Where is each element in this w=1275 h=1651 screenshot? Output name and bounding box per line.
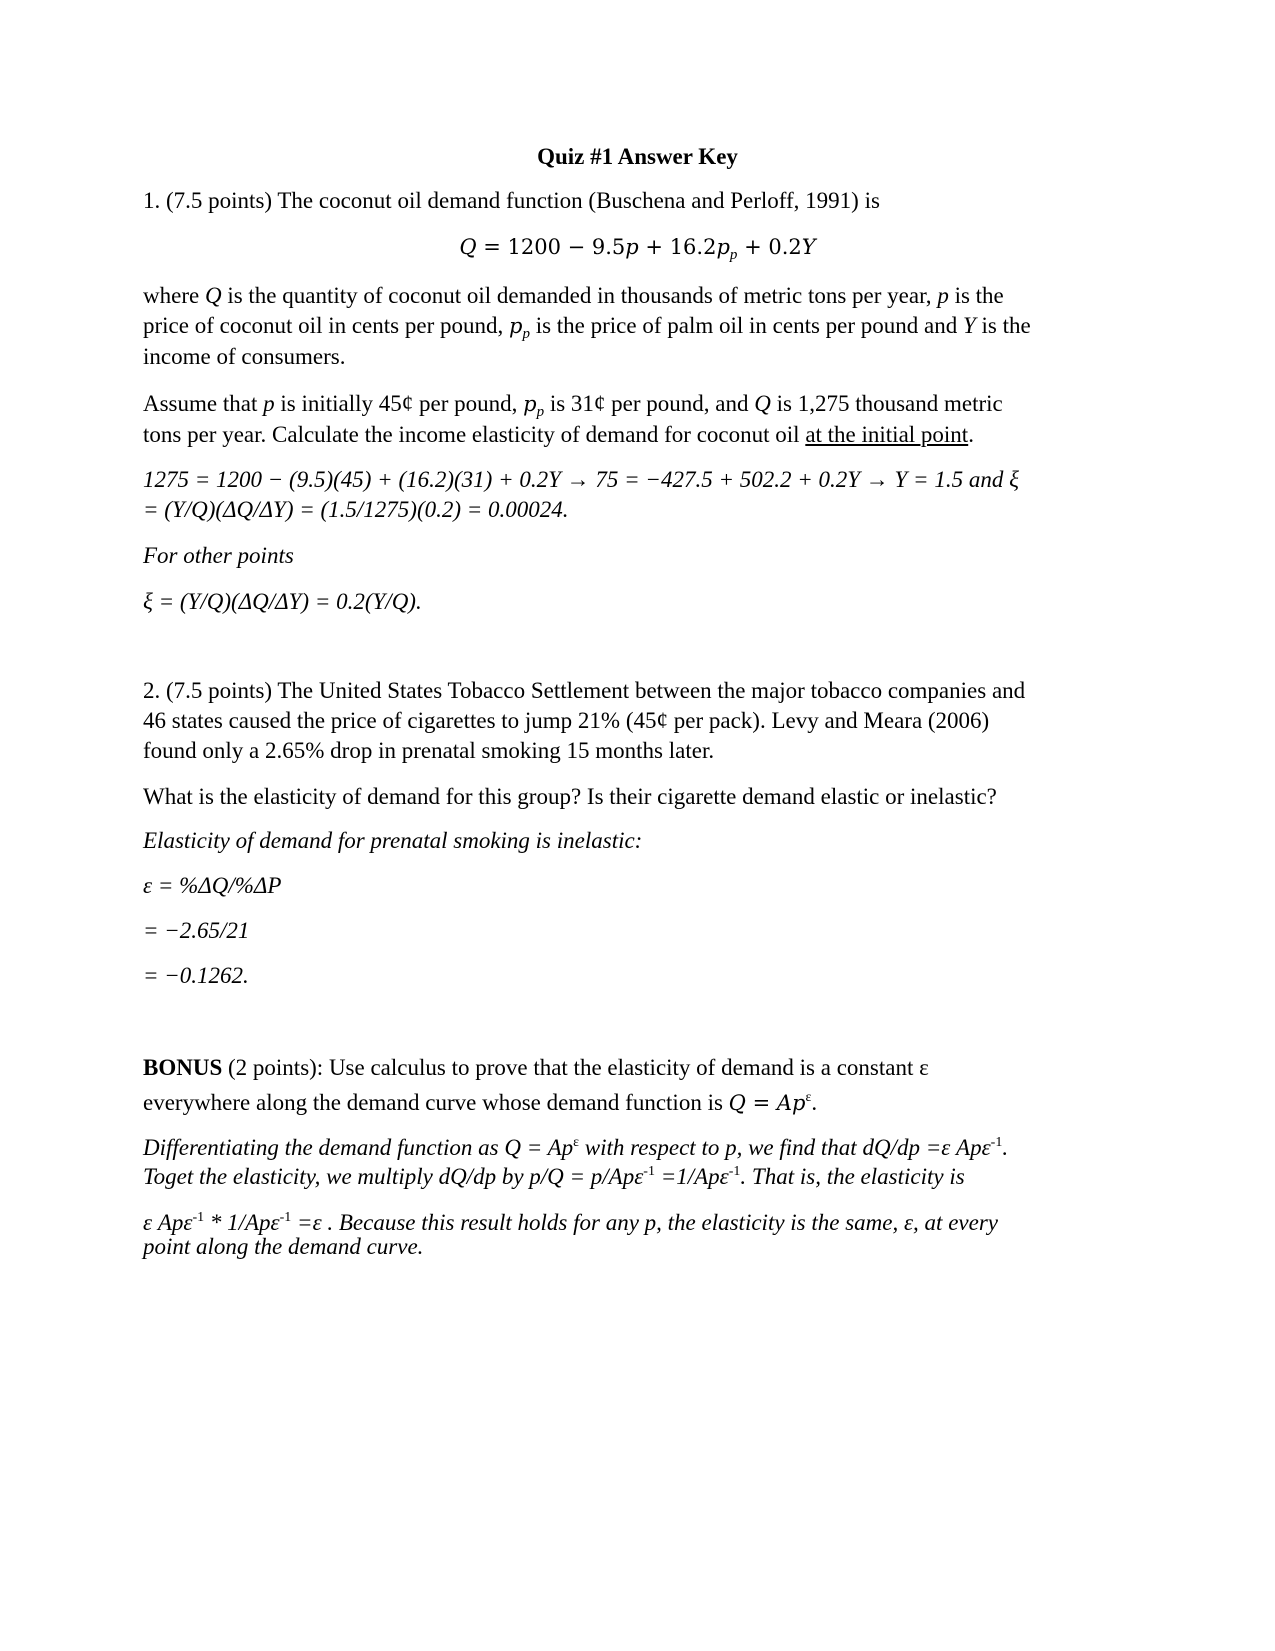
text-segment: ε: [573, 1135, 580, 1150]
text-line: [143, 421, 974, 449]
text-line: [143, 187, 880, 215]
text-segment: p: [536, 404, 545, 420]
text-segment: ε Apε: [143, 1210, 193, 1235]
text-segment: For other points: [143, 543, 294, 568]
text-segment: . That is, the elasticity is: [740, 1164, 965, 1189]
text-segment: 46 states caused the price of cigarettes to jump 21% (45¢ per pack). Levy and Meara (2006): [143, 708, 990, 733]
equation-line: [0, 233, 1275, 269]
text-segment: BONUS: [143, 1055, 223, 1080]
text-segment: Y: [963, 313, 976, 338]
text-segment: Q: [728, 1091, 746, 1115]
text-segment: at the initial point: [805, 422, 969, 447]
text-segment: = (Y/Q)(ΔQ/ΔY) = (1.5/1275)(0.2) = 0.00024.: [143, 497, 569, 522]
text-segment: -1: [279, 1210, 292, 1225]
text-segment: Q: [754, 391, 771, 416]
text-segment: Q: [204, 283, 222, 308]
text-segment: .: [968, 422, 974, 447]
text-segment: (2 points): Use calculus to prove that the elasticity of demand is a constant ε: [222, 1055, 929, 1080]
text-segment: price of coconut oil in cents per pound,: [143, 313, 509, 338]
text-segment: Ap: [776, 1091, 806, 1115]
text-segment: p: [625, 235, 639, 259]
text-segment: p: [937, 283, 949, 308]
text-line: [143, 588, 422, 616]
text-segment: p: [508, 314, 523, 338]
text-segment: .: [811, 1090, 818, 1115]
text-segment: everywhere along the demand curve whose demand function is: [143, 1090, 729, 1115]
text-line: [143, 962, 249, 990]
text-segment: + 16.2: [638, 235, 717, 259]
text-segment: -1: [192, 1210, 205, 1225]
text-segment: found only a 2.65% drop in prenatal smoking 15 months later.: [143, 738, 715, 763]
text-segment: = −2.65/21: [143, 918, 250, 943]
text-segment: ε: [805, 1090, 812, 1105]
text-line: [143, 1233, 423, 1261]
text-line: [143, 827, 642, 855]
text-segment: where: [143, 283, 205, 308]
text-segment: =ε . Because this result holds for any p, the elasticity is the same, ε, at every: [291, 1210, 998, 1235]
text-segment: Assume that: [143, 391, 264, 416]
text-segment: ε = %ΔQ/%ΔP: [143, 873, 282, 898]
text-segment: 1275 = 1200 − (9.5)(45) + (16.2)(31) + 0.2Y → 75 = −427.5 + 502.2 + 0.2Y → Y = 1.5 and ξ: [143, 467, 1019, 492]
text-segment: is the quantity of coconut oil demanded in thousands of metric tons per year,: [221, 283, 938, 308]
text-line: [143, 707, 989, 735]
text-segment: Q: [459, 235, 477, 259]
text-segment: p: [523, 392, 537, 416]
text-segment: = 1200 − 9.5: [476, 235, 626, 259]
text-segment: p: [729, 247, 738, 263]
text-segment: ξ = (Y/Q)(ΔQ/ΔY) = 0.2(Y/Q).: [143, 589, 422, 614]
text-segment: p: [263, 391, 275, 416]
text-segment: is 31¢ per pound, and: [544, 391, 755, 416]
text-segment: + 0.2: [737, 235, 802, 259]
text-line: [143, 1054, 929, 1082]
text-segment: =1/Apε: [654, 1164, 729, 1189]
text-line: [143, 1084, 817, 1117]
text-segment: Y: [801, 235, 816, 259]
text-segment: Differentiating the demand function as Q = Ap: [143, 1135, 574, 1160]
text-segment: Toget the elasticity, we multiply dQ/dp by p/Q = p/Apε: [143, 1164, 644, 1189]
text-segment: Elasticity of demand for prenatal smoking is inelastic:: [143, 828, 643, 853]
text-segment: with respect to p, we find that dQ/dp =ε Apε: [579, 1135, 991, 1160]
text-segment: -1: [728, 1164, 741, 1179]
text-line: [143, 917, 249, 945]
text-segment: =: [745, 1091, 777, 1115]
text-line: [143, 343, 345, 371]
text-segment: p: [716, 235, 730, 259]
text-line: [143, 737, 714, 765]
text-segment: tons per year. Calculate the income elasticity of demand for coconut oil: [143, 422, 806, 447]
text-segment: is 1,275 thousand metric: [770, 391, 1003, 416]
text-segment: -1: [990, 1135, 1003, 1150]
text-segment: point along the demand curve.: [143, 1234, 424, 1259]
text-line: [143, 1158, 965, 1191]
text-segment: p: [522, 326, 530, 342]
text-segment: 1. (7.5 points) The coconut oil demand function (Buschena and Perloff, 1991) is: [143, 188, 880, 213]
text-line: [143, 783, 997, 811]
page-title: Quiz #1 Answer Key: [537, 144, 738, 169]
text-segment: income of consumers.: [143, 344, 346, 369]
text-line: [143, 282, 1004, 310]
text-segment: * 1/Apε: [204, 1210, 280, 1235]
text-segment: is initially 45¢ per pound,: [274, 391, 524, 416]
text-line: [143, 496, 569, 524]
text-line: [143, 466, 1019, 494]
text-line: [143, 872, 281, 900]
text-segment: -1: [643, 1164, 655, 1179]
text-segment: is the: [948, 283, 1004, 308]
text-segment: 2. (7.5 points) The United States Tobacco Settlement between the major tobacco companies and: [143, 678, 1026, 703]
text-segment: is the price of palm oil in cents per pound and: [529, 313, 963, 338]
text-segment: = −0.1262.: [143, 963, 249, 988]
text-segment: .: [1002, 1135, 1009, 1160]
text-line: [143, 677, 1025, 705]
text-segment: is the: [975, 313, 1031, 338]
text-line: [143, 542, 294, 570]
text-segment: What is the elasticity of demand for this group? Is their cigarette demand elastic or inelastic?: [143, 784, 997, 809]
